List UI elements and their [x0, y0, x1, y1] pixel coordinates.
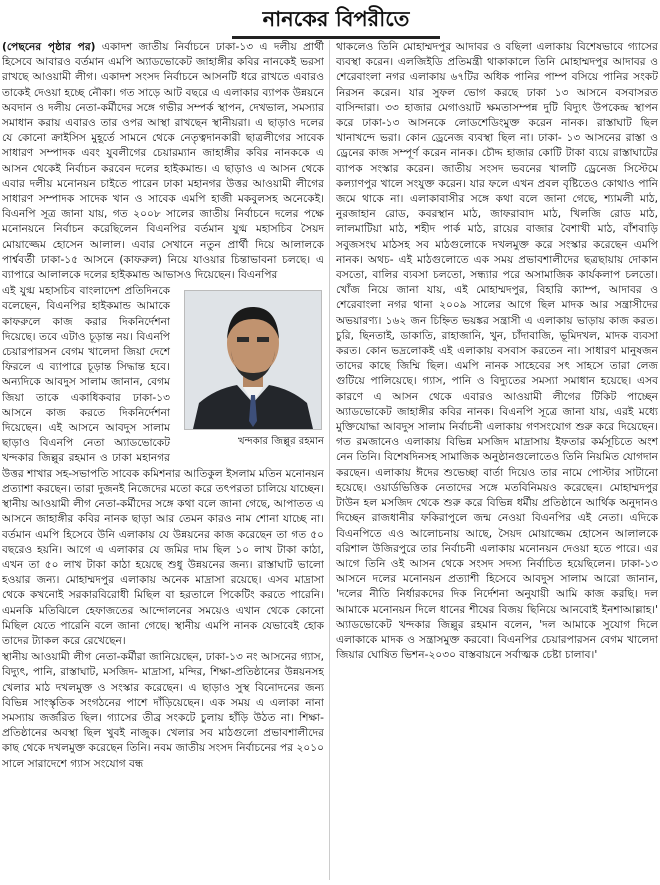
paragraph: স্থানীয় আওয়ামী লীগ নেতা-কর্মীরা জানিয়েছেন, ঢাকা-১৩ নং আসনের গ্যাস, বিদ্যুৎ, পানি, রাস্তাঘাট, মসজিদ- মাদ্রাসা, মন্দির, শিক্ষা-প্রতিষ্ঠানের উন্নয়নসহ খেলার মাঠ দখলমুক্ত ও সংস্কার করেছেন। এ ছাড়াও সুস্থ বিনোদনের জন্য বিভিন্ন সাংস্কৃতিক সংগঠনের পাশে দাঁড়িয়েছেন। এক সময় এ এলাকা নানা সমস্যায় জর্জরিত ছিল। গ্যাসের তীব্র সংকটে চুলায় হাঁড়ি উঠত না। শিক্ষা-প্রতিষ্ঠানের অবস্থা ছিল খুবই নাজুক। খেলার সব মাঠগুলো প্রভাবশালীদের কাছ থেকে দখলমুক্ত করেছেন তিনি। নবম জাতীয় সংসদ নির্বাচনের পর ২০১০ সালে সারাদেশে গ্যাস সংযোগ বন্ধ [2, 651, 324, 770]
jump-label: (পেছনের পৃষ্ঠার পর) [2, 41, 96, 53]
photo-block [176, 288, 324, 456]
left-column [2, 40, 324, 885]
paragraph: থাকলেও তিনি মোহাম্মদপুর আদাবর ও বছিলা এলাকায় বিশেষভাবে গ্যাসের ব্যবস্থা করেন। এলজিইডি প্রতিমন্ত্রী থাকাকালে তিনি মোহাম্মদপুর আদাবর ও শেরেবাংলা নগর এলাকায় ৬৭টির অধিক পানির পাম্প বসিয়ে পানির সংকট নিরসন করেন। যার সুফল ভোগ করছে ঢাকা ১৩ আসনে বসবাসরত বাসিন্দারা। ৩৩ হাজার মেগাওয়াট ক্ষমতাসম্পন্ন দুটি বিদ্যুৎ উপকেন্দ্র স্থাপন করে ঢাকা-১৩ আসনকে লোডশেডিংমুক্ত করেন নানক। রাস্তাঘাট ছিল খানাখন্দে ভরা। কোন ড্রেনেজ ব্যবস্থা ছিল না। ঢাকা- ১৩ আসনের রাস্তা ও ড্রেনের কাজ সম্পূর্ণ করেন নানক। চৌদ্দ হাজার কোটি টাকা ব্যয়ে রাস্তাঘাটের ব্যাপক সংস্কার করেন। জাতীয় সংসদ ভবনের খালটি ড্রেনেজ সিস্টেমে কল্যাণপুর খালে সংযুক্ত করেন। যার ফলে এখন প্রবল বৃষ্টিতেও কোথাও পানি জমে থাকে না। এলাকাবাসীর সঙ্গে কথা বলে জানা গেছে, শ্যামলী মাঠ, নুরজাহান রোড, কবরস্থান মাঠ, জাফরাবাদ মাঠ, খিলজি রোড মাঠ, লালমাটিয়া মাঠ, শহীদ পার্ক মাঠ, রায়ের বাজার বৈশাখী মাঠ, বাঁশবাড়ি সবুজসংঘ মাঠসহ সব মাঠগুলোকে দখলমুক্ত করে সংস্কার করেছেন এমপি নানক। অথচ- এই মাঠগুলোতে এক সময় প্রভাবশালীদের ছত্রছায়ায় দোকান বসতো, বালির ব্যবসা চলতো, সন্ধ্যার পরে অসামাজিক কার্যকলাপ চলতো। খোঁজ নিয়ে জানা যায়, এই মোহাম্মদপুর, বিহারি ক্যাম্প, আদাবর ও শেরেবাংলা নগর থানা ২০০৯ সালের আগে ছিল মাদক আর সন্ত্রাসীদের অভয়ারণ্য। ১৬২ জন চিহ্নিত ভয়ঙ্কর সন্ত্রাসী এ এলাকায় ভাড়ায় কাজ করত। চুরি, ছিনতাই, ডাকাতি, রাহাজানি, খুন, চাঁদাবাজি, ভূমিদখল, মাদক ব্যবসা করত। কোন ভদ্রলোকই এই এলাকায় বসবাস করতেন না। সাধারণ মানুষজন তাদের কাছে জিম্মি ছিল। এমপি নানক সাহেবের সৎ সাহসে তারা লেজ গুটিয়ে পালিয়েছে। গ্যাস, পানি ও বিদ্যুতের সমস্যা সমাধান হয়েছে। এসব কারণে এ আসন থেকে এবারও আওয়ামী লীগের টিকিট পাচ্ছেন অ্যাডভোকেট জাহাঙ্গীর কবির নানক। বিএনপি সূত্রে জানা যায়, এরই মধ্যে মুক্তিযোদ্ধা আবদুস সালাম নির্বাচনী এলাকায় গণসংযোগ শুরু করে দিয়েছেন। গত রমজানেও এলাকায় বিভিন্ন মসজিদ মাদ্রাসায় ইফতার কর্মসূচিতে অংশ নেন তিনি। বিশেষদিনসহ সামাজিক অনুষ্ঠানগুলোতেও তিনি নিয়মিত যোগদান করছেন। এলাকায় ঈদের শুভেচ্ছা বার্তা দিয়েও তার নামে পোস্টার সাটানো হয়েছে। ওয়ার্ডভিত্তিক নেতাদের সঙ্গে মতবিনিময়ও করেছেন। মোহাম্মদপুর টাউন হল মসজিদ থেকে শুরু করে বিভিন্ন ধর্মীয় প্রতিষ্ঠানে আর্থিক অনুদানও দিচ্ছেন রাজধানীর ফকিরাপুলে জন্ম নেওয়া বিএনপির এই নেতা। এদিকে বিএনপিতে এও আলোচনায় আছে, সৈয়দ মোয়াজ্জেম হোসেন আলালকে বরিশাল উজিরপুরে তার নির্বাচনী এলাকায় মনোনয়ন দেওয়া হতে পারে। এর আগে তিনি ওই আসন থেকে সংসদ সদস্য নির্বাচিত হয়েছিলেন। ঢাকা-১৩ আসনে দলের মনোনয়ন প্রত্যাশী হিসেবে আবদুস সালাম আরো জানান, 'দলের নীতি নির্ধারকদের দিক নির্দেশনা অনুযায়ী আমি কাজ করছি। দল আমাকে মনোনয়ন দিলে ধানের শীষের বিজয় ছিনিয়ে আনবোই ইনশাআল্লাহ।' অ্যাডভোকেট খন্দকার জিল্লুর রহমান বলেন, 'দল আমাকে সুযোগ দিলে এলাকাকে মাদক ও সন্ত্রাসমুক্ত করবো। বিএনপির চেয়ারপারসন বেগম খালেদা জিয়ার ঘোষিত ভিশন-২০৩০ বাস্তবায়নে সর্বাত্মক চেষ্টা চালাব।' [336, 41, 658, 662]
paragraph-text: একাদশ জাতীয় নির্বাচনে ঢাকা-১৩ এ দলীয় প্রার্থী হিসেবে আবারও বর্তমান এমপি অ্যাডভোকেট জাহাঙ্গীর কবির নানকেই ভরসা রাখছে আওয়ামী লীগ। একাদশ সংসদ নির্বাচনে আসনটি ধরে রাখতে এবারও তাকেই দেওয়া হচ্ছে নৌকা। গত সাড়ে আট বছরে এ এলাকার ব্যাপক উন্নয়নে অবদান ও দলীয় নেতা-কর্মীদের সঙ্গে গভীর সম্পর্ক স্থাপন, দেখভাল, সমস্যার সমাধান করায় এবারও তার ওপর আস্থা রাখছেন স্থানীয়রা। এ ছাড়াও দলের যে কোনো ক্রাইসিস মুহূর্তে সামনে থেকে নেতৃত্বদানকারী ছাত্রলীগের সাবেক সাধারণ সম্পাদক এবং যুবলীগের চেয়ারম্যান জাহাঙ্গীর কবির নানককে এ আসন থেকেই নির্বাচন করবেন দলের হাইকমান্ড। এ ছাড়াও এ আসন থেকে এবার দলীয় মনোনয়ন চাইতে পারেন ঢাকা মহানগর উত্তর আওয়ামী লীগের সাধারণ সম্পাদক সাদেক খান ও সাবেক এমপি হাজী মকবুলসহ অনেকেই। বিএনপি সূত্র জানা যায়, গত ২০০৮ সালের জাতীয় নির্বাচনে দলের পক্ষে মনোনয়নে নির্বাচন করেছিলেন বিএনপির বর্তমান যুগ্ম মহাসচিব সৈয়দ মোয়াজ্জেম হোসেন আলাল। এবার সেখানে নতুন প্রার্থী দিয়ে আলালকে পার্শ্ববর্তী ঢাকা-১৫ আসনে (কাফরুল) নিয়ে যাওয়ার চিন্তাভাবনা চলছে। এ ব্যাপারে আলালকে দলের হাইকমান্ড আভাসও দিয়েছেন। বিএনপির [2, 41, 324, 282]
column-divider [329, 40, 330, 880]
right-column [336, 40, 658, 885]
article-headline: নানকের বিপরীতে [232, 4, 440, 39]
paragraph [2, 40, 324, 283]
portrait-photo [184, 290, 322, 430]
portrait-image [185, 291, 321, 429]
paragraph: এই যুগ্ম মহাসচিব বাংলাদেশ প্রতিদিনকে বলেছেন, বিএনপির হাইকমান্ড আমাকে কাফরুলে কাজ করার দিকনির্দেশনা দিয়েছে। তবে এটাও চূড়ান্ত নয়। বিএনপি চেয়ারপারসন বেগম খালেদা জিয়া দেশে ফিরলে এ ব্যাপারে চূড়ান্ত সিদ্ধান্ত হবে। অন্যদিকে আবদুস সালাম জানান, বেগম জিয়া তাকে একাধিকবার ঢাকা-১৩ আসনে কাজ করতে দিকনির্দেশনা দিয়েছেন। এই আসনে আবদুস সালাম ছাড়াও বিএনপি নেতা অ্যাডভোকেট খন্দকার জিল্লুর রহমান ও ঢাকা মহানগর উত্তর শাখার সহ-সভাপতি সাবেক কমিশনার আতিকুল ইসলাম মতিন মনোনয়ন প্রত্যাশা করছেন। তারা দুজনই নিজেদের মতো করে তৎপরতা চালিয়ে যাচ্ছেন। স্থানীয় আওয়ামী লীগ নেতা-কর্মীদের সঙ্গে কথা বলে জানা গেছে, আপাতত এ আসনে জাহাঙ্গীর কবির নানক ছাড়া আর তেমন কারও নাম শোনা যাচ্ছে না। বর্তমান এমপি হিসেবে উনি এলাকায় যে উন্নয়নের কাজ করেছেন তা গত ৫০ বছরেও হয়নি। আগে এ এলাকার যে জমির দাম ছিল ১০ লাখ টাকা কাঠা, এখন তা ৫০ লাখ টাকা কাঠা হয়েছে শুধু উন্নয়নের জন্য। রাস্তাঘাট ভালো হওয়ার জন্য। মোহাম্মদপুর এলাকায় অনেক মাদ্রাসা রয়েছে। এসব মাদ্রাসা থেকে কখনোই সরকারবিরোধী মিছিল বা হরতালে পিকেটিং করতে পারেনি। এমনকি মতিঝিলে হেফাজতের আন্দোলনের সময়েও এখান থেকে কোনো মিছিল যেতে পারেনি বলে জানা গেছে। স্থানীয় এমপি নানক যেভাবেই হোক তাদের ট্যাকল করে রেখেছেন। [2, 285, 324, 647]
photo-caption: খন্দকার জিল্লুর রহমান [238, 436, 324, 448]
